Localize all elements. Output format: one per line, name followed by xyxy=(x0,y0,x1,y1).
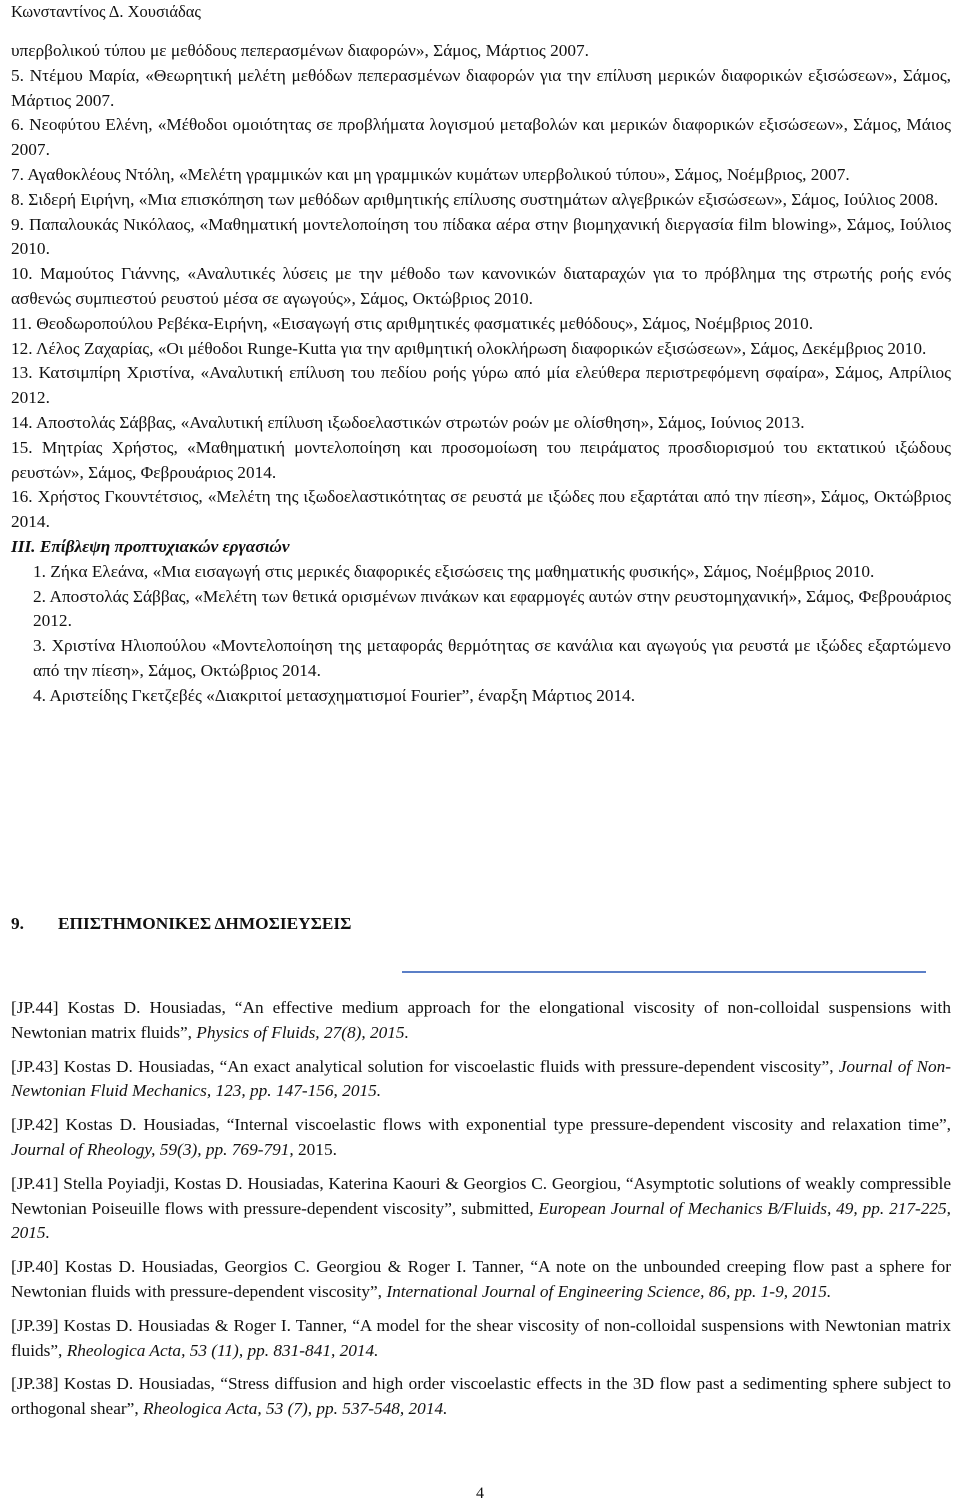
item-text: Μαμούτος Γιάννης, «Αναλυτικές λύσεις με την μέθοδο των κανονικών διαταραχών για το πρόβλημα της στρωτής ροής ενός ασθενώς συμπιεστού ρευστού μέσα σε αγωγούς», Σάμος, Οκτώβριος 2010. xyxy=(11,264,951,308)
item-text: Λέλος Ζαχαρίας, «Οι μέθοδοι Runge-Kutta για την αριθμητική ολοκλήρωση διαφορικών εξισώσεων», Σάμος, Δεκέμβριος 2010. xyxy=(35,338,927,358)
list-item xyxy=(11,361,951,411)
publications-heading xyxy=(11,912,951,936)
item-number: 7. xyxy=(11,164,24,184)
item-number: 13. xyxy=(11,363,33,383)
list-item xyxy=(11,262,951,312)
list-item xyxy=(33,684,951,709)
item-text: Ντέμου Μαρία, «Θεωρητική μελέτη μεθόδων πεπερασμένων διαφορών για την επίλυση μερικών διαφορικών εξισώσεων», Σάμος, Μάρτιος 2007. xyxy=(11,65,951,110)
running-header-author: Κωνσταντίνος Δ. Χουσιάδας xyxy=(11,2,201,21)
list-item xyxy=(11,213,951,263)
list-item xyxy=(11,436,951,486)
item-number: 12. xyxy=(11,338,33,358)
page-number: 4 xyxy=(476,1485,484,1502)
horizontal-rule xyxy=(402,971,926,973)
pub-citation: [JP.44] Kostas D. Housiadas, “An effective medium approach for the elongational viscosity of non-colloidal suspensions with Newtonian matrix fluids”, xyxy=(11,998,951,1042)
pub-journal: Rheologica Acta, 53 (7), pp. 537-548, 2014. xyxy=(142,1399,448,1419)
undergrad-supervision-list xyxy=(11,560,951,709)
pub-journal: Journal of Rheology, 59(3), pp. 769-791, xyxy=(11,1139,294,1159)
list-item xyxy=(11,485,951,535)
pub-journal: Journal of Non-Newtonian Fluid Mechanics, 123, pp. 147-156, 2015. xyxy=(11,1056,952,1101)
list-item xyxy=(33,634,951,684)
publication-item xyxy=(11,1113,951,1163)
publications-list xyxy=(11,996,951,1431)
item-number: 9. xyxy=(11,214,24,234)
publication-item xyxy=(11,1055,951,1105)
pub-journal: European Journal of Mechanics B/Fluids, 49, pp. 217-225, 2015. xyxy=(11,1198,951,1243)
item-number: 6. xyxy=(11,115,24,135)
item-text: Αγαθοκλέους Ντόλη, «Μελέτη γραμμικών και μη γραμμικών κυμάτων υπερβολικού τύπου», Σάμος, Νοέμβριος, 2007. xyxy=(27,164,850,184)
item-number: 4. xyxy=(33,685,46,705)
item-text: Αποστολάς Σάββας, «Αναλυτική επίλυση ιξωδοελαστικών στρωτών ροών με ολίσθηση», Σάμος, Ιούνιος 2013. xyxy=(35,412,805,432)
list-item xyxy=(11,337,951,362)
item-text: Ζήκα Ελεάνα, «Μια εισαγωγή στις μερικές διαφορικές εξισώσεις της μαθηματικής φυσικής», Σάμος, Νοέμβριος 2010. xyxy=(50,561,875,581)
item-number: 1. xyxy=(33,561,46,581)
pub-citation: [JP.42] Kostas D. Housiadas, “Internal viscoelastic flows with exponential type pressure-dependent viscosity and relaxation time”, xyxy=(11,1115,951,1135)
list-item-continuation: υπερβολικού τύπου με μεθόδους πεπερασμένων διαφορών», Σάμος, Μάρτιος 2007. xyxy=(11,41,589,60)
pub-journal: International Journal of Engineering Science, 86, pp. 1-9, 2015. xyxy=(386,1281,832,1301)
pub-citation: [JP.43] Kostas D. Housiadas, “An exact analytical solution for viscoelastic fluids with pressure-dependent viscosity”, xyxy=(11,1056,839,1076)
item-number: 15. xyxy=(11,437,33,457)
list-item xyxy=(11,113,951,163)
list-item xyxy=(33,560,951,585)
item-number: 11. xyxy=(11,313,32,333)
item-text: Αριστείδης Γκετζεβές «Διακριτοί μετασχηματισμοί Fourier”, έναρξη Μάρτιος 2014. xyxy=(49,685,636,705)
item-number: 2. xyxy=(33,586,46,606)
item-text: Αποστολάς Σάββας, «Μελέτη των θετικά ορισμένων πινάκων και εφαρμογές αυτών στην ρευστομηχανική», Σάμος, Φεβρουάριος 2012. xyxy=(33,586,951,631)
section-title: ΕΠΙΣΤΗΜΟΝΙΚΕΣ ΔΗΜΟΣΙΕΥΣΕΙΣ xyxy=(58,914,352,933)
item-text: Παπαλουκάς Νικόλαος, «Μαθηματική μοντελοποίηση του πίδακα αέρα στην βιομηχανική διεργασία film blowing», Σάμος, Ιούλιος 2010. xyxy=(11,214,951,259)
item-text: Σιδερή Ειρήνη, «Μια επισκόπηση των μεθόδων αριθμητικής επίλυσης συστημάτων αλγεβρικών εξισώσεων», Σάμος, Ιούλιος 2008. xyxy=(28,189,939,209)
item-number: 8. xyxy=(11,189,24,209)
item-number: 14. xyxy=(11,412,33,432)
publication-item xyxy=(11,1172,951,1246)
pub-citation: [JP.40] Kostas D. Housiadas, Georgios C. Georgiou & Roger I. Tanner, “A note on the unbounded creeping flow past a sphere for Newtonian fluids with pressure-dependent viscosity”, xyxy=(11,1257,951,1301)
publication-item xyxy=(11,1372,951,1422)
section-number: 9. xyxy=(11,914,24,933)
pub-journal: Rheologica Acta, 53 (11), pp. 831-841, 2014. xyxy=(66,1340,379,1360)
publication-item xyxy=(11,1255,951,1305)
thesis-supervision-list xyxy=(11,39,951,709)
item-text: Μητρίας Χρήστος, «Μαθηματική μοντελοποίηση και προσομοίωση του πειράματος προσδιορισμού του εκτατικού ιξώδους ρευστών», Σάμος, Φεβρουάριος 2014. xyxy=(11,437,951,482)
pub-citation: [JP.41] Stella Poyiadji, Kostas D. Housiadas, Katerina Kaouri & Georgios C. Georgiou, “Asymptotic solutions of weakly compressible Newtonian Poiseuille flows with pressure-dependent viscosity”, submitted, xyxy=(11,1173,951,1218)
section-title: Επίβλεψη προπτυχιακών εργασιών xyxy=(39,536,290,556)
publication-item xyxy=(11,1314,951,1364)
list-item xyxy=(11,163,951,188)
item-text: Νεοφύτου Ελένη, «Μέθοδοι ομοιότητας σε προβλήματα λογισμού μεταβολών και μερικών διαφορικών εξισώσεων», Σάμος, Μάιος 2007. xyxy=(11,115,951,160)
pub-citation: [JP.38] Kostas D. Housiadas, “Stress diffusion and high order viscoelastic effects in the 3D flow past a sedimenting sphere subject to orthogonal shear”, xyxy=(11,1374,951,1419)
item-number: 5. xyxy=(11,65,24,85)
pub-tail: 2015. xyxy=(293,1139,337,1159)
list-item xyxy=(11,411,951,436)
item-number: 10. xyxy=(11,264,33,284)
item-text: Κατσιμπίρη Χριστίνα, «Αναλυτική επίλυση του πεδίου ροής γύρω από μία ελεύθερα περιστρεφόμενη σφαίρα», Σάμος, Απρίλιος 2012. xyxy=(11,363,951,408)
pub-journal: Physics of Fluids, 27(8), 2015. xyxy=(196,1022,409,1042)
item-number: 3. xyxy=(33,636,46,656)
section-heading-iii xyxy=(11,535,951,560)
list-item xyxy=(11,312,951,337)
item-text: Χριστίνα Ηλιοπούλου «Μοντελοποίηση της μεταφοράς θερμότητας σε κανάλια και αγωγούς για ρευστά με ιξώδες εξαρτώμενο από την πίεση», Σάμος, Οκτώβριος 2014. xyxy=(33,636,951,680)
item-number: 16. xyxy=(11,487,33,507)
pub-citation: [JP.39] Kostas D. Housiadas & Roger I. Tanner, “A model for the shear viscosity of non-colloidal suspensions with Newtonian matrix fluids”, xyxy=(11,1315,951,1360)
section-numeral: III. xyxy=(11,536,36,556)
list-item xyxy=(33,585,951,635)
item-text: Χρήστος Γκουντέτσιος, «Μελέτη της ιξωδοελαστικότητας σε ρευστά με ιξώδες που εξαρτάται από την πίεση», Σάμος, Οκτώβριος 2014. xyxy=(11,487,951,532)
list-item xyxy=(11,64,951,114)
publication-item xyxy=(11,996,951,1046)
list-item xyxy=(11,188,951,213)
item-text: Θεοδωροπούλου Ρεβέκα-Ειρήνη, «Εισαγωγή στις αριθμητικές φασματικές μεθόδους», Σάμος, Νοέμβριος 2010. xyxy=(36,313,814,333)
